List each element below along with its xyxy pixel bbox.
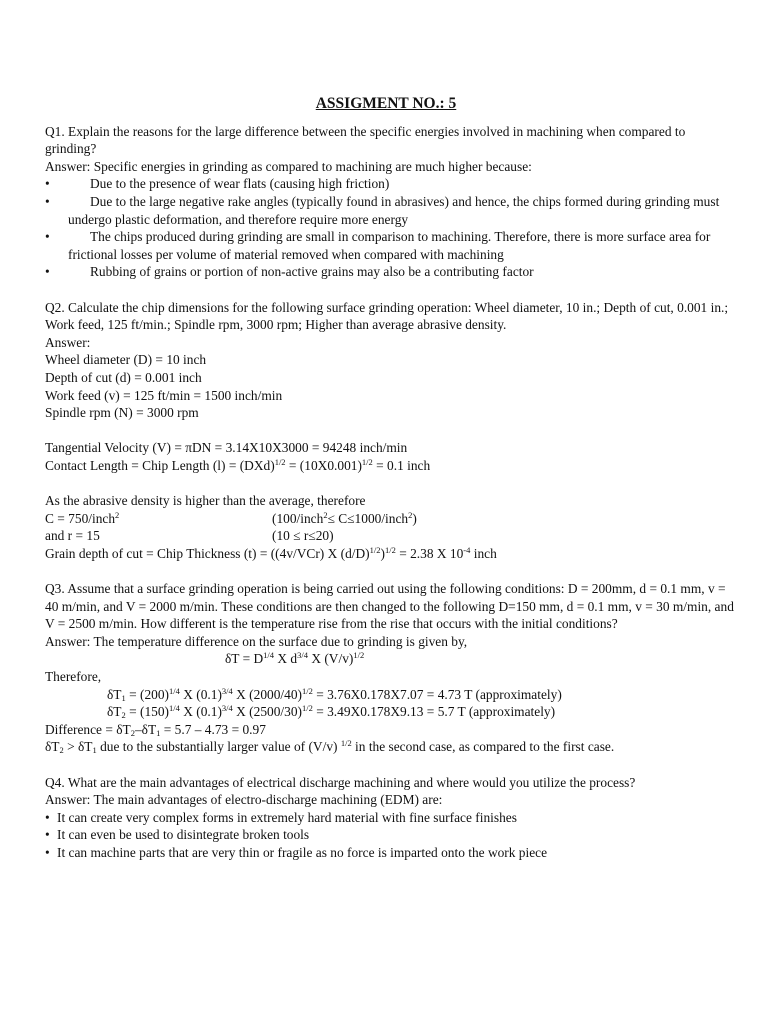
list-item: • Rubbing of grains or portion of non-active grains may also be a contributing factor [45, 264, 534, 280]
temperature-formula: $\delta T = D^{1/4}$ X $d^{3/4}$ X $(V/v)^{1/2}$ [225, 650, 365, 667]
density-note: As the abrasive density is higher than the average, therefore [45, 493, 366, 509]
c-value-row: C = 750/inch$^2$ (100/inch$^2$≤ C≤1000/inch$^2$) [45, 509, 417, 526]
list-item: • It can create very complex forms in extremely hard material with fine surface finishes [45, 809, 517, 825]
q3-answer: Answer: The temperature difference on the surface due to grinding is given by, [45, 633, 468, 649]
contact-length: Contact Length = Chip Length $(l) = (DXd)^{1/2} = (10X0.001)^{1/2} = 0.1$ inch [45, 456, 431, 473]
bullet-icon: • [45, 844, 50, 860]
bullet-icon: • [45, 827, 50, 843]
list-item: • Due to the large negative rake angles (typically found in abrasives) and hence, the chips formed during grinding must undergo plastic deformation, and therefore require more energy [45, 193, 720, 227]
bullet-icon: • [45, 193, 50, 209]
bullet-icon: • [45, 264, 50, 280]
q2-answer: Answer: [45, 334, 91, 350]
page-title: ASSIGMENT NO.: 5 [315, 95, 457, 112]
bullet-icon: • [45, 809, 50, 825]
tangential-velocity: Tangential Velocity (V) = πDN = 3.14X10X3000 = 94248 inch/min [45, 440, 408, 456]
list-item: • It can machine parts that are very thin or fragile as no force is imparted onto the work piece [45, 844, 548, 860]
delta-t1-line: $\delta T_1 = (200)^{1/4}$ X $(0.1)^{3/4}$ X $(2000/40)^{1/2} = 3.76X0.178X7.07 = 4.73$ T (approximately) [107, 685, 562, 703]
given-line: Work feed (v) = 125 ft/min = 1500 inch/min [45, 387, 283, 403]
difference-line: Difference = $\delta T_2-\delta T_1 = 5.7 - 4.73 = 0.97$ [45, 721, 266, 738]
q1-question: Q1. Explain the reasons for the large difference between the specific energies involved in machining when compared to grinding? [45, 123, 686, 157]
q3-question: Q3. Assume that a surface grinding operation is being carried out using the following conditions: D = 200mm, d = 0.1 mm, v = 40 m/min, and V = 2000 m/min. These conditions are then changed to the following D=150 mm, d = 0.1 mm, v = 30 m/min, and V = 2500 m/min. How different is the temperature rise from the rise that occurs with the initial conditions? [45, 581, 734, 632]
bullet-icon: • [45, 176, 50, 192]
r-value-row: and r = 15 (10 ≤ r≤20) [45, 528, 334, 544]
q4-question: Q4. What are the main advantages of electrical discharge machining and where would you utilize the process? [45, 774, 636, 790]
conclusion-line: $\delta T_2 > \delta T_1$ due to the substantially larger value of (V/v) $^{1/2}$ in the second case, as compared to the first case. [45, 738, 615, 756]
q4-answer: Answer: The main advantages of electro-discharge machining (EDM) are: [45, 792, 443, 808]
given-line: Wheel diameter (D) = 10 inch [45, 352, 207, 368]
delta-t2-line: $\delta T_2 = (150)^{1/4}$ X $(0.1)^{3/4}$ X $(2500/30)^{1/2} = 3.49X0.178X9.13 = 5.7$ T (approximately) [107, 703, 556, 721]
list-item: • Due to the presence of wear flats (causing high friction) [45, 176, 390, 192]
q2-question: Q2. Calculate the chip dimensions for the following surface grinding operation: Wheel diameter, 10 in.; Depth of cut, 0.001 in.; Work feed, 125 ft/min.; Spindle rpm, 3000 rpm; Higher than average abrasive density. [45, 299, 729, 333]
bullet-icon: • [45, 229, 50, 245]
therefore-label: Therefore, [45, 669, 102, 684]
q1-answer: Answer: Specific energies in grinding as compared to machining are much higher because: [45, 158, 532, 174]
list-item: • It can even be used to disintegrate broken tools [45, 827, 310, 843]
document-page [45, 95, 735, 862]
list-item: • The chips produced during grinding are small in comparison to machining. Therefore, there is more surface area for frictional losses per volume of material removed when compared with machining [45, 229, 711, 262]
given-line: Depth of cut (d) = 0.001 inch [45, 369, 202, 385]
given-line: Spindle rpm (N) = 3000 rpm [45, 405, 199, 421]
grain-depth: Grain depth of cut = Chip Thickness (t) = ((4v/VCr) X $(d/D)^{1/2})^{1/2} = 2.38$ X $10^{-4}$ inch [45, 544, 497, 561]
